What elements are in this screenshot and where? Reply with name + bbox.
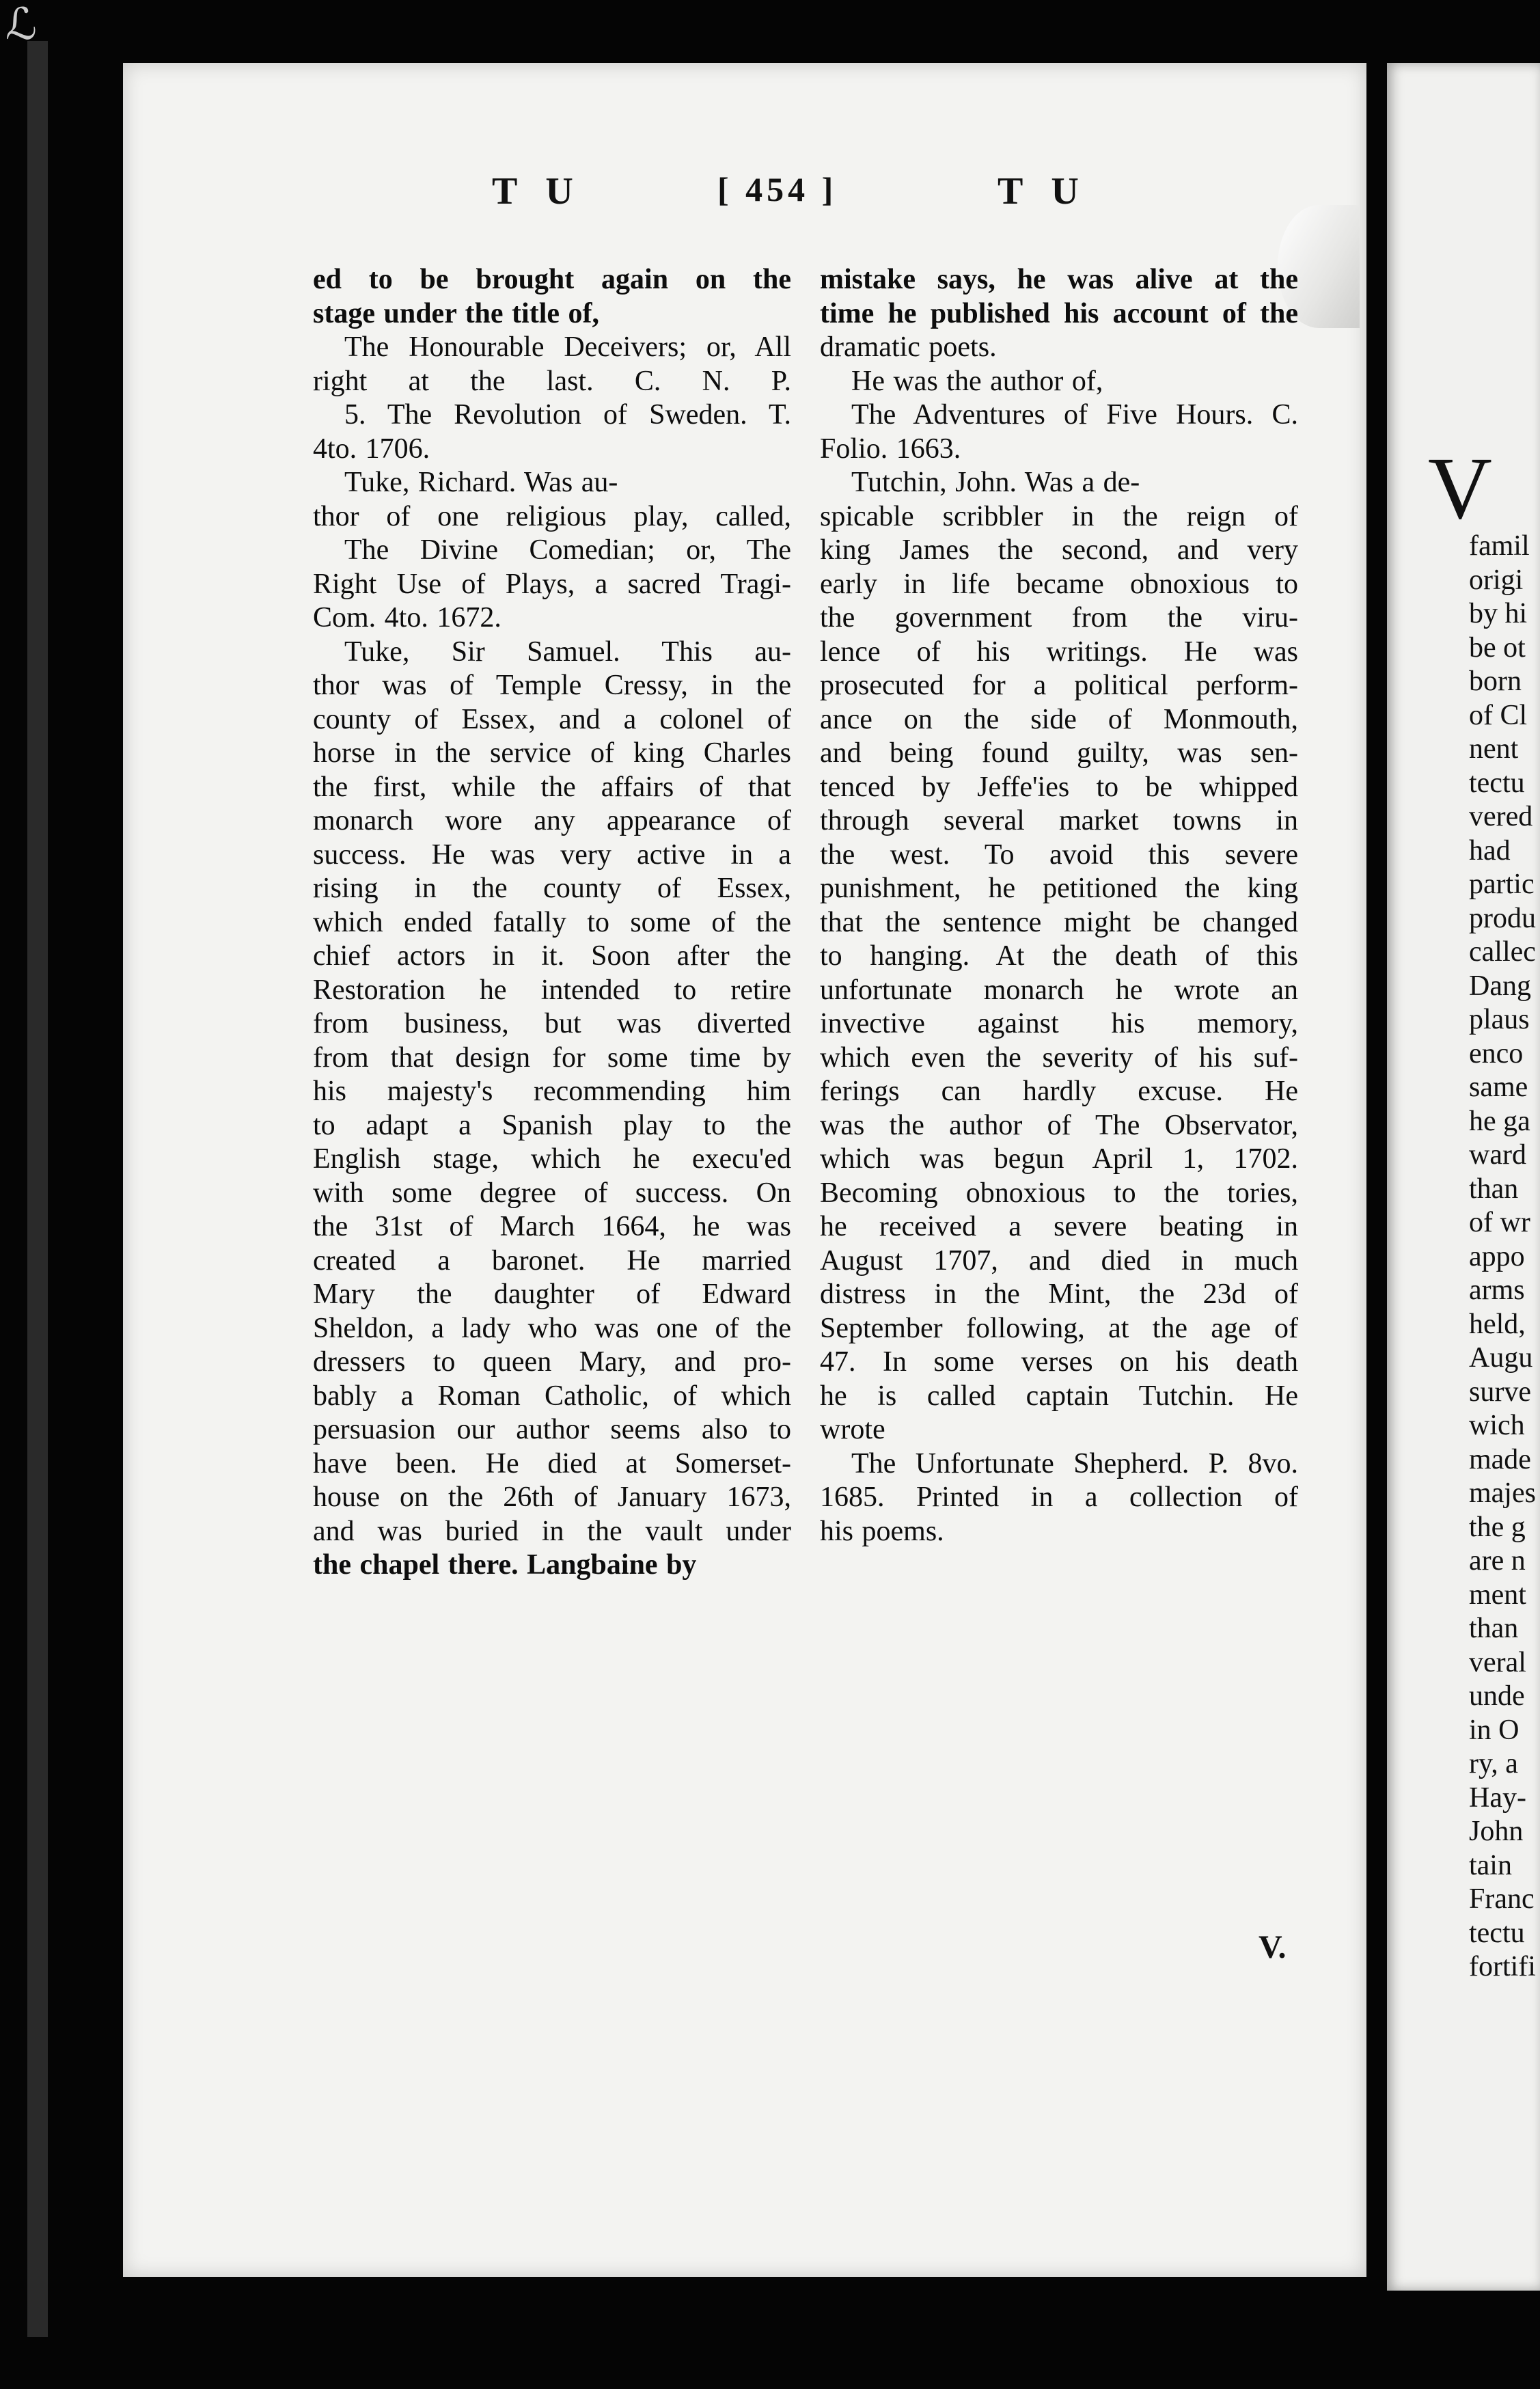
next-page-line: partic (1469, 869, 1535, 900)
left-text-column (313, 263, 791, 1583)
next-page-line: majes (1469, 1477, 1536, 1509)
text-line: English stage, which he execu'ed (313, 1143, 791, 1175)
text-line: that the sentence might be changed (820, 906, 1298, 938)
text-line: he received a severe beating in (820, 1211, 1298, 1242)
next-page-line: Dang (1469, 970, 1531, 1002)
text-line: 1685. Printed in a collection of (820, 1482, 1298, 1513)
text-line: the first, while the affairs of that (313, 771, 791, 803)
next-page-line: famil (1469, 530, 1530, 562)
right-text-column (820, 263, 1298, 1548)
text-line: mistake says, he was alive at the (820, 264, 1298, 295)
text-line: wrote (820, 1414, 885, 1445)
running-head-right: T U (998, 170, 1088, 213)
next-page-line: held, (1469, 1308, 1526, 1340)
text-line: created a baronet. He married (313, 1244, 791, 1277)
text-line: Restoration he intended to retire (313, 974, 791, 1006)
next-page-line: he ga (1469, 1105, 1530, 1137)
next-page-line: tectu (1469, 1917, 1525, 1949)
next-page-line: born (1469, 666, 1522, 697)
next-page-line: Franc (1469, 1883, 1535, 1915)
scan-edge (27, 41, 48, 2337)
text-line: The Divine Comedian; or, The (344, 534, 791, 566)
text-line: invective against his memory, (820, 1008, 1298, 1039)
next-page-line: origi (1469, 564, 1524, 596)
next-page-line: than (1469, 1173, 1519, 1205)
text-line: Com. 4to. 1672. (313, 602, 501, 633)
catchword: V. (1259, 1929, 1287, 1965)
text-line: The Honourable Deceivers; or, All (344, 331, 791, 363)
next-page-line: made (1469, 1443, 1531, 1475)
text-line: Folio. 1663. (820, 433, 961, 465)
text-line: thor was of Temple Cressy, in the (313, 670, 791, 701)
next-page-line: nent (1469, 733, 1519, 765)
text-line: through several market towns in (820, 805, 1298, 836)
text-line: Right Use of Plays, a sacred Tragi- (313, 568, 791, 600)
text-line: he is called captain Tutchin. He (820, 1380, 1298, 1412)
text-line: monarch wore any appearance of (313, 805, 791, 836)
next-page-drop-cap: V (1428, 439, 1492, 538)
text-line: Tuke, Richard. Was au- (344, 467, 618, 498)
next-page-line: veral (1469, 1646, 1526, 1678)
next-page-line: Hay- (1469, 1781, 1526, 1814)
text-line: horse in the service of king Charles (313, 737, 791, 769)
text-line: which ended fatally to some of the (313, 906, 791, 938)
next-page-line: produ (1469, 902, 1536, 934)
text-line: from business, but was diverted (313, 1008, 791, 1039)
next-page-line: arms (1469, 1274, 1525, 1306)
next-page-line: ward (1469, 1139, 1526, 1171)
next-page-line: appo (1469, 1240, 1525, 1272)
running-head-left: T U (492, 170, 583, 213)
text-line: punishment, he petitioned the king (820, 873, 1298, 904)
page-number: [ 454 ] (717, 170, 838, 208)
text-line: success. He was very active in a (313, 838, 791, 871)
text-line: thor of one religious play, called, (313, 500, 791, 532)
text-line: lence of his writings. He was (820, 636, 1298, 668)
next-page-line: of wr (1469, 1207, 1530, 1238)
text-line: He was the author of, (851, 365, 1103, 397)
next-page-line: unde (1469, 1680, 1525, 1712)
text-line: persuasion our author seems also to (313, 1414, 791, 1445)
text-line: The Unfortunate Shepherd. P. 8vo. (851, 1447, 1298, 1479)
text-line: bably a Roman Catholic, of which (313, 1380, 791, 1412)
text-line: ed to be brought again on the (313, 264, 791, 295)
next-page-line: enco (1469, 1037, 1524, 1069)
next-page-line: the g (1469, 1511, 1526, 1543)
text-line: which was begun April 1, 1702. (820, 1143, 1298, 1175)
text-line: ferings can hardly excuse. He (820, 1076, 1298, 1107)
text-line: tenced by Jeffe'ies to be whipped (820, 771, 1298, 803)
text-line: dressers to queen Mary, and pro- (313, 1346, 791, 1378)
next-page-line: tain (1469, 1849, 1512, 1881)
text-line: from that design for some time by (313, 1041, 791, 1074)
text-line: stage under the title of, (313, 297, 599, 329)
next-page-line: be ot (1469, 631, 1526, 664)
text-line: early in life became obnoxious to (820, 568, 1298, 600)
text-line: prosecuted for a political perform- (820, 670, 1298, 701)
text-line: Tutchin, John. Was a de- (851, 467, 1140, 498)
next-page-line: fortifi (1469, 1951, 1536, 1982)
text-line: distress in the Mint, the 23d of (820, 1279, 1298, 1310)
next-page-line: in O (1469, 1714, 1520, 1746)
text-line: the government from the viru- (820, 602, 1298, 633)
text-line: rising in the county of Essex, (313, 873, 791, 904)
text-line: house on the 26th of January 1673, (313, 1482, 791, 1513)
next-page-line: wich (1469, 1410, 1525, 1441)
text-line: Sheldon, a lady who was one of the (313, 1312, 791, 1344)
text-line: to hanging. At the death of this (820, 940, 1298, 972)
text-line: Tuke, Sir Samuel. This au- (344, 636, 791, 668)
text-line: his majesty's recommending him (313, 1076, 791, 1107)
text-line: and was buried in the vault under (313, 1515, 791, 1547)
text-line: to adapt a Spanish play to the (313, 1109, 791, 1141)
next-page-line: are n (1469, 1545, 1526, 1576)
text-line: with some degree of success. On (313, 1177, 791, 1209)
next-page-line: by hi (1469, 598, 1528, 629)
text-line: 4to. 1706. (313, 433, 430, 465)
next-page-line: than (1469, 1613, 1519, 1644)
text-line: Mary the daughter of Edward (313, 1279, 791, 1310)
next-page-line: tectu (1469, 767, 1525, 799)
next-page-line: had (1469, 834, 1511, 866)
text-line: August 1707, and died in much (820, 1244, 1298, 1277)
text-line: the 31st of March 1664, he was (313, 1211, 791, 1242)
text-line: time he published his account of the (820, 297, 1298, 329)
next-page-line: same (1469, 1071, 1528, 1103)
text-line: The Adventures of Five Hours. C. (851, 399, 1298, 431)
next-page-line: John (1469, 1816, 1524, 1847)
corner-scan-mark: ℒ (5, 0, 38, 49)
text-line: ance on the side of Monmouth, (820, 703, 1298, 735)
text-line: and being found guilty, was sen- (820, 737, 1298, 769)
text-line: Becoming obnoxious to the tories, (820, 1177, 1298, 1209)
text-line: the west. To avoid this severe (820, 838, 1298, 871)
next-page-line: Augu (1469, 1342, 1533, 1374)
text-line: which even the severity of his suf- (820, 1041, 1298, 1074)
text-line: his poems. (820, 1515, 944, 1547)
next-page-line: callec (1469, 936, 1536, 968)
text-line: county of Essex, and a colonel of (313, 703, 791, 735)
text-line: was the author of The Observator, (820, 1109, 1298, 1141)
text-line: spicable scribbler in the reign of (820, 500, 1298, 532)
next-page-line: of Cl (1469, 699, 1528, 731)
text-line: unfortunate monarch he wrote an (820, 974, 1298, 1006)
next-page-line: plaus (1469, 1004, 1530, 1035)
next-page-line: ment (1469, 1579, 1526, 1611)
text-line: right at the last. C. N. P. (313, 365, 791, 397)
text-line: chief actors in it. Soon after the (313, 940, 791, 972)
text-line: dramatic poets. (820, 331, 997, 363)
text-line: the chapel there. Langbaine by (313, 1549, 697, 1581)
text-line: have been. He died at Somerset- (313, 1447, 791, 1479)
next-page-line: ry, a (1469, 1748, 1518, 1779)
text-line: 5. The Revolution of Sweden. T. (344, 399, 791, 431)
next-page-line: vered (1469, 801, 1533, 832)
text-line: 47. In some verses on his death (820, 1346, 1298, 1378)
next-page-line: surve (1469, 1376, 1531, 1408)
text-line: king James the second, and very (820, 534, 1298, 566)
running-head (314, 169, 1168, 224)
text-line: September following, at the age of (820, 1312, 1298, 1344)
